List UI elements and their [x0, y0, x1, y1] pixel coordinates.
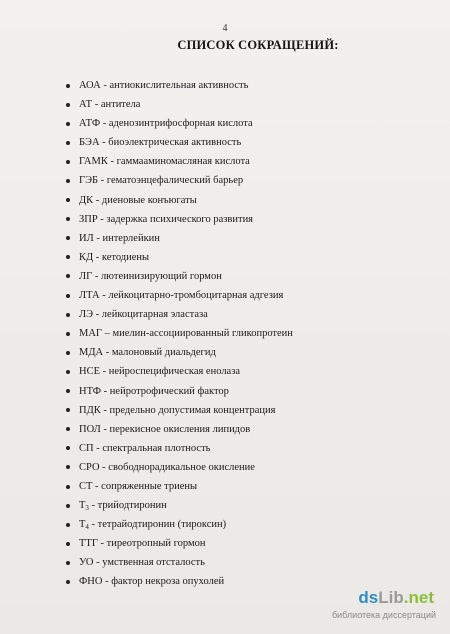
bullet-icon	[66, 179, 70, 183]
list-item: ЗПР - задержка психического развития	[66, 210, 426, 229]
list-item: ТТГ - тиреотропный гормон	[66, 534, 426, 553]
bullet-icon	[66, 122, 70, 126]
list-item: УО - умственная отсталость	[66, 553, 426, 572]
bullet-icon	[66, 351, 70, 355]
bullet-icon	[66, 580, 70, 584]
list-item: ДК - диеновые конъюгаты	[66, 191, 426, 210]
watermark	[326, 588, 436, 624]
bullet-icon	[66, 103, 70, 107]
page-title: СПИСОК СОКРАЩЕНИЙ:	[177, 38, 339, 52]
list-item: ЛЭ - лейкоцитарная эластаза	[66, 305, 426, 324]
bullet-icon	[66, 294, 70, 298]
list-item: АТ - антитела	[66, 95, 426, 114]
bullet-icon	[66, 198, 70, 202]
list-item: АТФ - аденозинтрифосфорная кислота	[66, 114, 426, 133]
list-item: ПОЛ - перекисное окисления липидов	[66, 420, 426, 439]
list-item: БЭА - биоэлектрическая активность	[66, 133, 426, 152]
t3-entry: $Т_3$ - трийодтиронин	[79, 500, 167, 513]
bullet-icon	[66, 465, 70, 469]
bullet-icon	[66, 523, 70, 527]
bullet-icon	[66, 542, 70, 546]
list-item	[66, 515, 426, 534]
page-number: 4	[222, 23, 228, 34]
bullet-icon	[66, 160, 70, 164]
list-item: НСЕ - нейроспецифическая енолаза	[66, 362, 426, 381]
bullet-icon	[66, 141, 70, 145]
bullet-icon	[66, 313, 70, 317]
bullet-icon	[66, 370, 70, 374]
bullet-icon	[66, 217, 70, 221]
list-item: ЛГ - лютеинизирующий гормон	[66, 267, 426, 286]
abbreviation-list	[66, 76, 426, 592]
list-item: ЛТА - лейкоцитарно-тромбоцитарная адгезия	[66, 286, 426, 305]
watermark-caption: библиотека диссертаций	[331, 610, 436, 620]
list-item	[66, 496, 426, 515]
list-item: КД - кетодиены	[66, 248, 426, 267]
list-item: СТ - сопряженные триены	[66, 477, 426, 496]
bullet-icon	[66, 485, 70, 489]
bullet-icon	[66, 84, 70, 88]
list-item: СРО - свободнорадикальное окисление	[66, 458, 426, 477]
bullet-icon	[66, 561, 70, 565]
list-item: МДА - малоновый диальдегид	[66, 343, 426, 362]
bullet-icon	[66, 446, 70, 450]
list-item: ИЛ - интерлейкин	[66, 229, 426, 248]
list-item: АОА - антиокислительная активность	[66, 76, 426, 95]
bullet-icon	[66, 255, 70, 259]
list-item: ГАМК - гаммааминомасляная кислота	[66, 152, 426, 171]
bullet-icon	[66, 236, 70, 240]
list-item: СП - спектральная плотность	[66, 439, 426, 458]
bullet-icon	[66, 408, 70, 412]
bullet-icon	[66, 504, 70, 508]
bullet-icon	[66, 274, 70, 278]
list-item: ГЭБ - гематоэнцефалический барьер	[66, 171, 426, 190]
list-item: МАГ – миелин-ассоциированный гликопротеин	[66, 324, 426, 343]
t4-entry: $Т_4$ - тетрайодтиронин (тироксин)	[79, 519, 227, 532]
list-item: ПДК - предельно допустимая концентрация	[66, 401, 426, 420]
bullet-icon	[66, 427, 70, 431]
bullet-icon	[66, 332, 70, 336]
list-item: ФНО - фактор некроза опухолей	[66, 572, 426, 591]
bullet-icon	[66, 389, 70, 393]
list-item: НТФ - нейротрофический фактор	[66, 382, 426, 401]
dslib-logo: dsLib.net	[358, 588, 434, 607]
